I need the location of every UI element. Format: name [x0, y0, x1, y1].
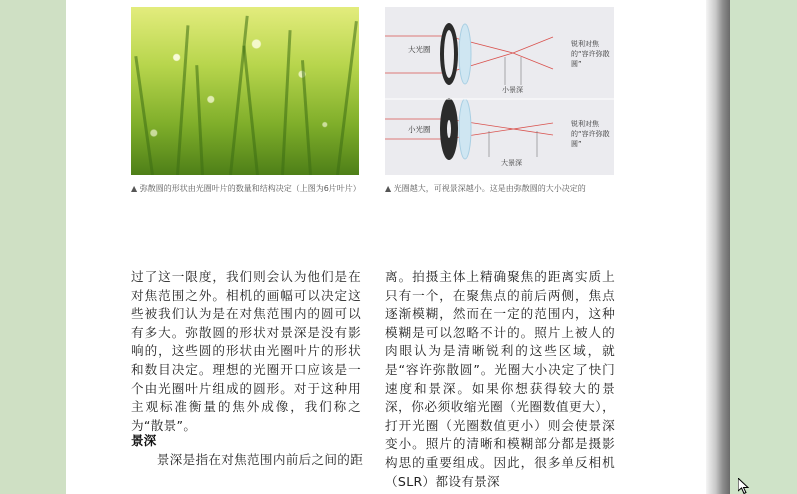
background-strip [730, 0, 797, 494]
shallow-dof-label: 小景深 [502, 86, 523, 94]
sharp-focus-label-top: 锐利对焦的“容许弥散圆” [571, 40, 610, 68]
left-paragraph-text: 过了这一限度，我们则会认为他们是在对焦范围之外。相机的画幅可以决定这些被我们认为是在对焦范围内的圆可以有多大。弥散圆的形状对景深是没有影响的，这些圆的形状由光圈叶片的形状和数目决定。理想的光圈开口应该是一个由光圈叶片组成的圆形。对于这种用主观标准衡量的焦外成像，我们称之为“散景”。 [131, 269, 361, 433]
mouse-cursor-icon [738, 478, 750, 494]
aperture-dof-diagram [385, 7, 614, 175]
lens-top-icon [459, 24, 471, 84]
right-diagram-caption: ▲ 光圈越大，可视景深越小。这是由弥散圆的大小决定的 [385, 184, 586, 193]
left-photo-caption: ▲ 弥散圆的形状由光圈叶片的数量和结构决定（上图为6片叶片） [131, 184, 361, 193]
right-column-paragraph [385, 268, 615, 491]
aperture-diagram-svg [385, 7, 614, 175]
grass-dew-photo [131, 7, 359, 175]
left-column-paragraph-2: 景深是指在对焦范围内前后之间的距 [131, 452, 364, 467]
lens-bottom-icon [459, 99, 471, 159]
page-gutter-shadow [706, 0, 730, 494]
sharp-focus-label-bottom: 锐利对焦的“容许弥散圆” [571, 120, 610, 148]
small-aperture-label: 小光圈 [408, 125, 431, 134]
left-column-paragraph [131, 268, 361, 435]
large-aperture-label: 大光圈 [408, 45, 431, 54]
section-heading-dof: 景深 [131, 433, 157, 448]
deep-dof-label: 大景深 [501, 159, 522, 167]
right-paragraph-text: 离。拍摄主体上精确聚焦的距离实质上只有一个，在聚焦点的前后两侧，焦点逐渐模糊，然而在一定的范围内，这种模糊是可以忽略不计的。照片上被人的肉眼认为是清晰锐利的这些区域，就是“容许弥散圆”。光圈大小决定了快门速度和景深。如果你想获得较大的景深，你必须收缩光圈（光圈数值更大），打开光圈（光圈数值更小）则会使景深变小。照片的清晰和模糊部分都是摄影构思的重要组成。因此，很多单反相机（SLR）都设有景深 [385, 269, 615, 489]
